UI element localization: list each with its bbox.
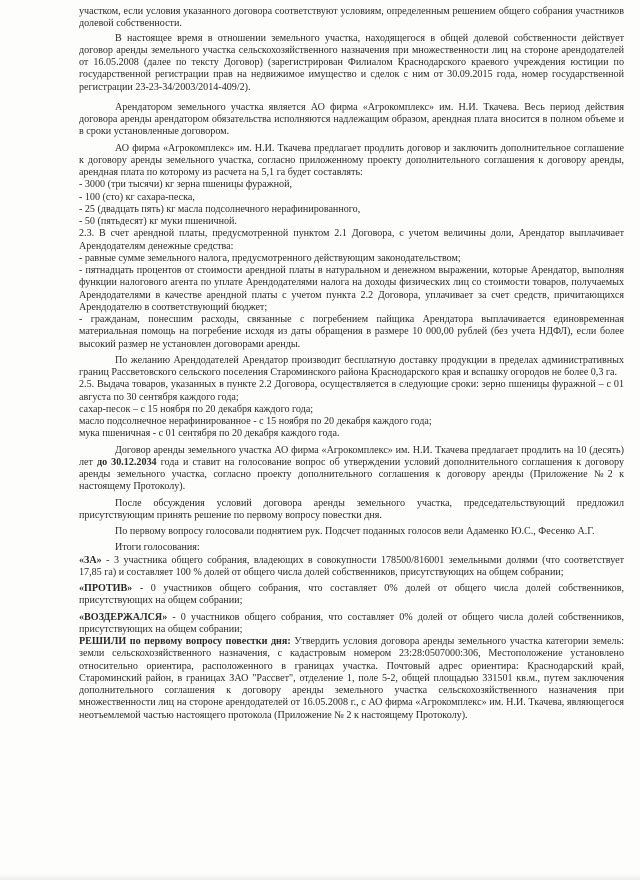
vote-against-label: «ПРОТИВ» [79, 583, 133, 594]
list-item-flour-schedule: мука пшеничная - с 01 сентября по 20 декабря каждого года. [79, 428, 340, 440]
extension-date: до 30.12.2034 [96, 456, 157, 468]
list-item-oil-schedule: масло подсолнечное нерафинированное - с 15 ноября по 20 декабря каждого года; [79, 416, 432, 427]
resolution-text: Утвердить условия договора аренды земельного участка категории земель: земли сельскохозяйственного назначения, с кадастровым номером 23:28:0507000:306, Местоположение установлено относительно ориентира, расположенного в границах участка. Почтовый адрес ориентира: Краснодарский край, Староминский район, в границах ЗАО "Рассвет", отделение 1, поле 5-2, общей площадью 331501 кв.м., путем заключения дополнительного соглашения к договору аренды земельного участка сельскохозяйственного назначения при множественности лиц на стороне арендодателей от 16.05.2008 г., с АО фирма «Агрокомплекс» им. Н.И. Ткачева, являющегося неотъемлемой частью настоящего протокола (Приложение № 2 к настоящему Протоколу). [79, 636, 624, 721]
extension-text-start: Договор аренды земельного участка АО фирма «Агрокомплекс» им. Н.И. Ткачева предлагает продлить на 10 (десять) лет [79, 444, 624, 468]
vote-abstain [79, 612, 624, 637]
paragraph-discussion: После обсуждения условий договора аренды земельного участка, председательствующий предложил присутствующим принять решение по первому вопросу повестки дня. [79, 497, 624, 521]
paragraph-lessee: Арендатором земельного участка является АО фирма «Агрокомплекс» им. Н.И. Ткачева. Весь период действия договора аренды арендатором обязательства исполняются надлежащим образом, арендная плата вносится в полном объеме и в сроки установленные договором. [79, 101, 624, 138]
list-item-burial-aid: - гражданам, понесшим расходы, связанные с погребением пайщика Арендатора выплачивается единовременная материальная помощь на погребение исходя из даты обращения в размере 10 000,00 рублей (без учета НДФЛ), если более высокий размер не установлен договорами аренды. [79, 314, 624, 350]
vote-for [79, 555, 624, 580]
list-item-flour: - 50 (пятьдесят) кг муки пшеничной. [79, 216, 237, 227]
voting-results-heading: Итоги голосования: [115, 542, 200, 554]
paragraph-extension-vote [79, 445, 624, 494]
resolution [79, 636, 624, 722]
list-item-wheat: - 3000 (три тысячи) кг зерна пшеницы фуражной, [79, 179, 293, 191]
vote-abstain-text: - 0 участников общего собрания, что составляет 0% долей от общего числа долей собственников, присутствующих на общем собрании; [79, 611, 624, 635]
paragraph-current-lease: В настоящее время в отношении земельного участка, находящегося в общей долевой собственности действует договор аренды земельного участка сельскохозяйственного назначения при множественности лиц на стороне арендодателей от 16.05.2008 (далее по тексту Договор) (зарегистрирован Филиалом Краснодарского краевого учреждения юстиции по государственной регистрации прав на недвижимое имущество и сделок с ним от 30.09.2015 года, номер государственной регистрации 23-23-34/2003/2014-409/2). [79, 32, 624, 93]
list-item-land-tax: - равные сумме земельного налога, предусмотренного действующим законодательством; [79, 252, 461, 264]
vote-for-text: - 3 участника общего собрания, владеющих в совокупности 178500/816001 земельными долями (что соответствует 17,85 га) и составляет 100 % долей от общего числа долей собственников, присутствующих на общем собрании; [79, 554, 624, 578]
paragraph-vote-method: По первому вопросу голосовали поднятием рук. Подсчет поданных голосов вели Адаменко Ю.С., Фесенко А.Г. [115, 526, 595, 537]
list-item-oil: - 25 (двадцать пять) кг масла подсолнечного нерафинированного, [79, 203, 361, 215]
list-item-sugar: - 100 (сто) кг сахара-песка, [79, 191, 195, 203]
paragraph-extension-proposal: АО фирма «Агрокомплекс» им. Н.И. Ткачева предлагает продлить договор и заключить дополнительное соглашение к договору аренды земельного участка, согласно приложенному проекту дополнительного соглашения к договору аренды, арендная плата по которому из расчета на 5,1 га будет составлять: [79, 142, 624, 178]
vote-against [79, 583, 624, 608]
extension-text-end: года и ставит на голосование вопрос об утверждении условий дополнительного соглашения к договору аренды земельного участка, согласно проекту дополнительного соглашения к договору аренды (Приложение №2 к настоящему Протоколу). [79, 456, 625, 493]
paragraph-clause-2-3: 2.3. В счет арендной платы, предусмотренной пунктом 2.1 Договора, с учетом величины доли, Арендатор выплачивает Арендодателям денежные средства: [79, 228, 624, 252]
list-item-income-tax: - пятнадцать процентов от стоимости арендной платы в натуральном и денежном выражении, которые Арендатор, выполняя функции налогового агента по уплате Арендодателями налога на доходы физических лиц со стоимости товаров, получаемых Арендодателями в качестве арендной платы с учетом пункта 2.2 Договора, уплачивает за счет средств, причитающихся Арендодателю в соответствующий бюджет; [79, 265, 624, 313]
vote-against-text: - 0 участников общего собрания, что составляет 0% долей от общего числа долей собственников, присутствующих на общем собрании; [79, 583, 624, 607]
paragraph-clause-2-5: 2.5. Выдача товаров, указанных в пункте 2.2 Договора, осуществляется в следующие сроки: зерно пшеницы фуражной – с 01 августа по 30 сентября каждого года; [79, 379, 624, 403]
vote-for-label: «ЗА» [79, 554, 102, 566]
list-item-sugar-schedule: сахар-песок – с 15 ноября по 20 декабря каждого года; [79, 403, 314, 415]
resolution-label: РЕШИЛИ по первому вопросу повестки дня: [79, 636, 291, 647]
paragraph-land-plot-conditions: участком, если условия указанного договора соответствуют условиям, определенным решением общего собрания участников долевой собственности. [79, 6, 624, 30]
vote-abstain-label: «ВОЗДЕРЖАЛСЯ» [79, 611, 168, 623]
paragraph-free-delivery: По желанию Арендодателей Арендатор производит бесплатную доставку продукции в пределах административных границ Рассветовского сельского поселения Староминского района Краснодарского края и вспашку огородов не более 0,3 га. [79, 354, 624, 378]
